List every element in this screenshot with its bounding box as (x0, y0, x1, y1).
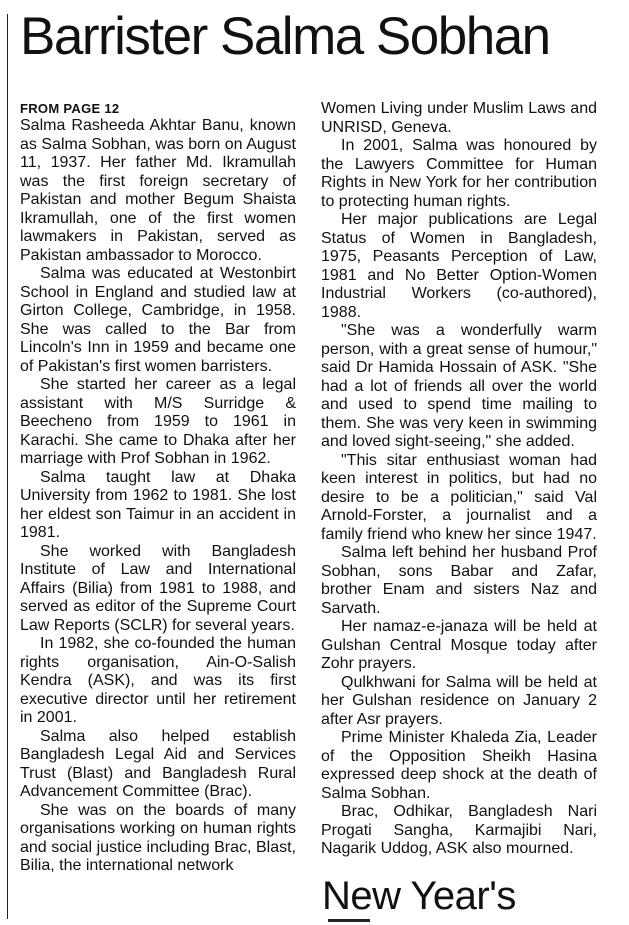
paragraph: In 2001, Salma was honoured by the Lawyers Committee for Human Rights in New York for her contribution to protecting human rights. (321, 137, 597, 210)
paragraph: Qulkhwani for Salma will be held at her Gulshan residence on January 2 after Asr prayers. (321, 673, 597, 728)
paragraph: She was on the boards of many organisations working on human rights and social justice including Brac, Blast, Bilia, the international network (20, 801, 296, 874)
paragraph: Her namaz-e-janaza will be held at Gulshan Central Mosque today after Zohr prayers. (321, 618, 597, 672)
paragraph: Her major publications are Legal Status of Women in Bangladesh, 1975, Peasants Perception of Law, 1981 and No Better Option-Women Industrial Workers (co-authored), 1988. (321, 211, 597, 321)
continued-from-label: FROM PAGE 12 (20, 101, 120, 116)
article-headline: Barrister Salma Sobhan (20, 7, 550, 66)
paragraph: Salma was educated at Westonbirt School in England and studied law at Girton College, Cambridge, in 1958. She was called to the Bar from Lincoln's Inn in 1959 and became one of Pakistan's first women barristers. (20, 265, 296, 375)
paragraph: Salma left behind her husband Prof Sobhan, sons Babar and Zafar, brother Enam and sisters Naz and Sarvath. (321, 544, 597, 617)
paragraph: In 1982, she co-founded the human rights organisation, Ain-O-Salish Kendra (ASK), and was its first executive director until her retirement in 2001. (20, 635, 296, 726)
column-rule (7, 14, 8, 919)
paragraph: Women Living under Muslim Laws and UNRISD, Geneva. (321, 100, 597, 136)
paragraph: "She was a wonderfully warm person, with a great sense of humour," said Dr Hamida Hossain of ASK. "She had a lot of friends all over the world and used to spend time mailing to them. She was very keen in swimming and loved sight-seeing," she added. (321, 322, 597, 450)
next-article-headline: New Year's (322, 874, 516, 918)
paragraph: She started her career as a legal assistant with M/S Surridge & Beecheno from 1959 to 1961 in Karachi. She came to Dhaka after her marriage with Prof Sobhan in 1962. (20, 376, 296, 467)
paragraph: Salma taught law at Dhaka University from 1962 to 1981. She lost her eldest son Taimur in an accident in 1981. (20, 468, 296, 541)
article-column-right (321, 100, 597, 859)
paragraph: Prime Minister Khaleda Zia, Leader of the Opposition Sheikh Hasina expressed deep shock at the death of Salma Sobhan. (321, 729, 597, 802)
paragraph: Salma also helped establish Bangladesh Legal Aid and Services Trust (Blast) and Bangladesh Rural Advancement Committee (Brac). (20, 727, 296, 800)
article-column-left (20, 100, 296, 876)
paragraph: Brac, Odhikar, Bangladesh Nari Progati Sangha, Karmajibi Nari, Nagarik Uddog, ASK also mourned. (321, 803, 597, 857)
paragraph: Salma Rasheeda Akhtar Banu, known as Salma Sobhan, was born on August 11, 1937. Her father Md. Ikramullah was the first foreign secretary of Pakistan and mother Begum Shaista Ikramullah, one of the first women lawmakers in Pakistan, served as Pakistan ambassador to Morocco. (20, 117, 296, 264)
paragraph: She worked with Bangladesh Institute of Law and International Affairs (Bilia) from 1981 to 1988, and served as editor of the Supreme Court Law Reports (SCLR) for several years. (20, 542, 296, 634)
paragraph: "This sitar enthusiast woman had keen interest in politics, but had no desire to be a politician," said Val Arnold-Forster, a journalist and a family friend who knew her since 1947. (321, 451, 597, 543)
next-article-rule (328, 919, 370, 922)
